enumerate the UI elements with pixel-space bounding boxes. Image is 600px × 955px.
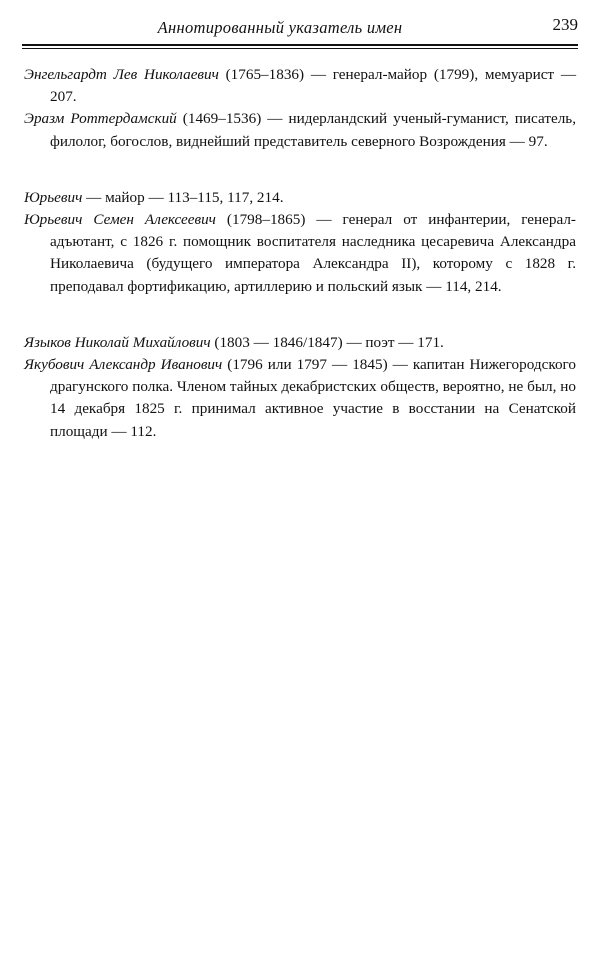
header-title: Аннотированный указатель имен (157, 18, 403, 37)
index-entry (24, 209, 576, 298)
running-header (22, 14, 578, 44)
index-group-ya (24, 332, 576, 443)
index-group-e (24, 64, 576, 153)
index-content (24, 64, 576, 465)
entry-name: Якубович Александр Иванович (24, 356, 223, 374)
entry-name: Энгельгардт Лев Николаевич (24, 66, 219, 83)
index-entry (24, 64, 576, 108)
entry-text: (1803 — 1846/1847) — поэт — 171. (210, 333, 444, 351)
index-group-yu (24, 187, 576, 298)
entry-text: (1765–1836) — генерал-майор (1799), мемуарист — 207. (50, 66, 577, 106)
entry-text: (1798–1865) — генерал от инфантерии, генерал-адъютант, с 1826 г. помощник воспитателя наследника цесаревича Александра Николаевича (будущего императора Александра II), которому с 1828 г. преподавал фортификацию, артиллерию и польский язык — 114, 214. (50, 211, 576, 295)
index-entry (24, 332, 576, 354)
index-entry (24, 108, 576, 152)
entry-text: (1469–1536) — нидерландский ученый-гуманист, писатель, филолог, богослов, виднейший представитель северного Возрождения — 97. (50, 110, 577, 150)
entry-name: Юрьевич Семен Алексеевич (24, 211, 216, 229)
entry-text: (1796 или 1797 — 1845) — капитан Нижегородского драгунского полка. Членом тайных декабристских обществ, вероятно, не был, но 14 декабря 1825 г. принимал активное участие в восстании на Сенатской площади — 112. (50, 356, 576, 440)
page-number: 239 (552, 15, 578, 34)
entry-name: Эразм Роттердамский (24, 110, 177, 128)
index-entry (24, 187, 576, 209)
entry-text: — майор — 113–115, 117, 214. (82, 188, 284, 206)
header-rule (22, 44, 578, 49)
index-entry (24, 354, 576, 443)
entry-name: Юрьевич (24, 188, 83, 206)
entry-name: Языков Николай Михайлович (24, 333, 211, 351)
